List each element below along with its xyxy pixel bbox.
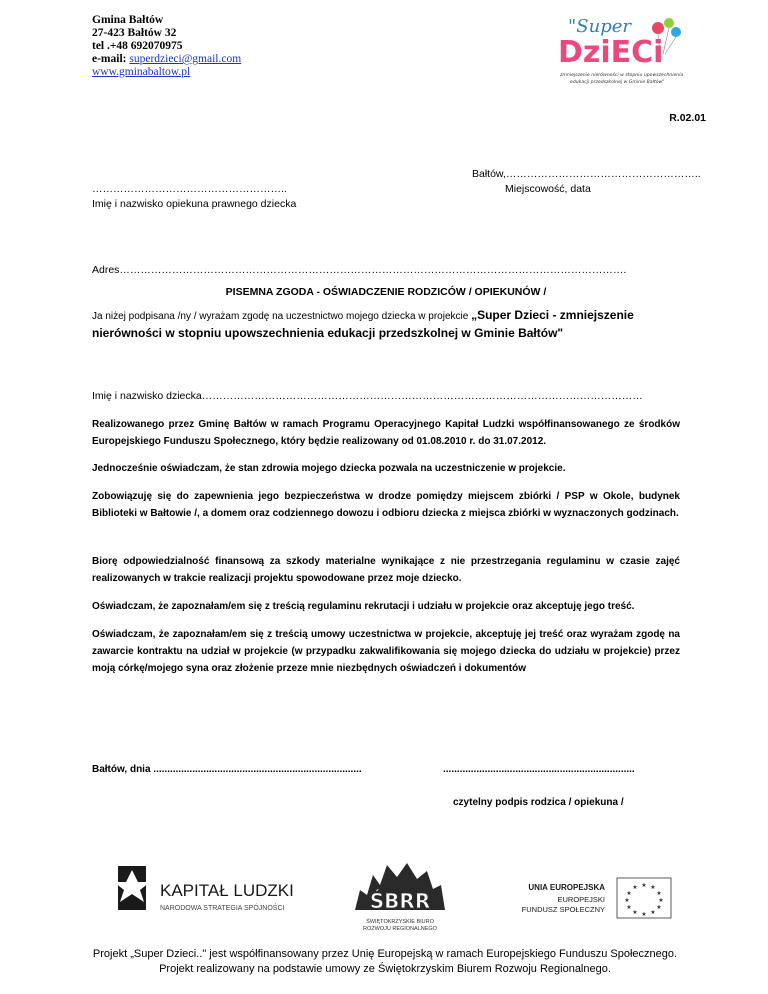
intro-text: Ja niżej podpisana /ny / wyrażam zgodę na uczestnictwo mojego dziecka w projekcie bbox=[92, 311, 472, 322]
paragraph-health: Jednocześnie oświadczam, że stan zdrowia mojego dziecka pozwala na uczestniczenie w projekcie. bbox=[92, 463, 566, 474]
balloon-blue bbox=[671, 27, 681, 37]
contact-header bbox=[92, 14, 241, 79]
sbrr-sub-2: ROZWOJU REGIONALNEGO bbox=[363, 926, 437, 932]
signature-caption: czytelny podpis rodzica / opiekuna / bbox=[453, 797, 624, 808]
kl-subtitle: NARODOWA STRATEGIA SPÓJNOŚCI bbox=[160, 905, 285, 912]
svg-text:★: ★ bbox=[626, 890, 632, 897]
svg-text:★: ★ bbox=[656, 890, 662, 897]
project-name: „Super Dzieci - zmniejszenie nierówności w stopniu upowszechnienia edukacji przedszkolnej w Gminie Bałtów" bbox=[92, 308, 634, 340]
signature-date-line: Bałtów, dnia ........................................................................... bbox=[92, 764, 362, 775]
sbrr-logo bbox=[345, 855, 455, 935]
balloon-green bbox=[664, 18, 674, 28]
paragraph-regulations: Oświadczam, że zapoznałam/em się z treścią regulaminu rekrutacji i udziału w projekcie oraz akceptuję jego treść. bbox=[92, 601, 635, 612]
logo-tagline-1: zmniejszenie nierówności w stopniu upowszechnienia bbox=[560, 73, 684, 78]
eu-text-2: EUROPEJSKI bbox=[557, 895, 605, 904]
eu-text-3: FUNDUSZ SPOŁECZNY bbox=[521, 905, 605, 914]
kl-title: KAPITAŁ LUDZKI bbox=[160, 881, 294, 900]
guardian-name-line: ……………………………………………….. bbox=[92, 183, 287, 195]
svg-text:★: ★ bbox=[624, 897, 630, 904]
place-date-line: Bałtów,……………………………………………….. bbox=[472, 168, 701, 180]
municipality-name: Gmina Bałtów bbox=[92, 14, 164, 26]
place-date-label: Miejscowość, data bbox=[505, 183, 591, 195]
svg-text:★: ★ bbox=[641, 911, 647, 918]
website-link[interactable]: www.gminabaltow.pl bbox=[92, 66, 191, 78]
eu-logo bbox=[505, 872, 685, 924]
child-name-line: Imię i nazwisko dziecka……………………………………………………………………………………………………………… bbox=[92, 390, 643, 402]
paragraph-contract: Oświadczam, że zapoznałam/em się z treścią umowy uczestnictwa w projekcie, akceptuję jej treść oraz wyrażam zgodę na zawarcie kontraktu na udział w projekcie (w przypadku zakwalifikowania się mojego dziecka do udziału w projekcie) przez moją córkę/mojego syna oraz złożenie przeze mnie niezbędnych oświadczeń i dokumentów bbox=[92, 629, 680, 674]
email-line bbox=[92, 53, 241, 66]
address-line-field: Adres………………………………………………………………………………………………………………………………. bbox=[92, 264, 627, 276]
sbrr-sub-1: ŚWIĘTOKRZYSKIE BIURO bbox=[366, 919, 434, 925]
paragraph-safety: Zobowiązuję się do zapewnienia jego bezpieczeństwa w drodze pomiędzy miejscem zbiórki / PSP w Okole, budynek Biblioteki w Bałtowie /, a domem oraz codziennego dowozu i odbioru dziecka z miejsca zbiórki w wyznaczonych godzinach. bbox=[92, 491, 680, 519]
svg-text:★: ★ bbox=[650, 884, 656, 891]
eu-text-1: UNIA EUROPEJSKA bbox=[528, 883, 605, 892]
email-link[interactable]: superdzieci@gmail.com bbox=[129, 53, 242, 65]
super-dzieci-logo bbox=[540, 10, 690, 100]
email-label: e-mail: bbox=[92, 53, 130, 65]
svg-text:★: ★ bbox=[626, 904, 632, 911]
address-line: 27-423 Bałtów 32 bbox=[92, 27, 177, 39]
footer-note: Projekt „Super Dzieci.." jest współfinansowany przez Unię Europejską w ramach Europejskiego Funduszu Społecznego. Projekt realizowany na podstawie umowy ze Świętokrzyskim Biurem Rozwoju Regionalnego. bbox=[92, 948, 678, 975]
svg-text:★: ★ bbox=[632, 909, 638, 916]
kapital-ludzki-logo bbox=[108, 860, 308, 920]
document-title: PISEMNA ZGODA - OŚWIADCZENIE RODZICÓW / OPIEKUNÓW / bbox=[225, 286, 547, 298]
svg-text:★: ★ bbox=[656, 904, 662, 911]
logo-dzieci-text: DziECi bbox=[558, 35, 664, 70]
document-reference: R.02.01 bbox=[669, 112, 706, 124]
svg-text:★: ★ bbox=[658, 897, 664, 904]
svg-text:★: ★ bbox=[632, 884, 638, 891]
paragraph-liability: Biorę odpowiedzialność finansową za szkody materialne wynikające z nie przestrzegania regulaminu w czasie zajęć realizowanych w trakcie realizacji projektu spowodowane przez moje dziecko. bbox=[92, 556, 680, 584]
guardian-name-label: Imię i nazwisko opiekuna prawnego dziecka bbox=[92, 198, 297, 210]
signature-line: ..................................................................... bbox=[443, 764, 635, 775]
sbrr-text: ŚBRR bbox=[369, 889, 431, 913]
svg-text:★: ★ bbox=[641, 882, 647, 889]
consent-intro bbox=[92, 307, 680, 343]
logo-super-text: "Super bbox=[568, 16, 631, 37]
phone-line: tel .+48 692070975 bbox=[92, 40, 183, 52]
paragraph-project-info: Realizowanego przez Gminę Bałtów w ramach Programu Operacyjnego Kapitał Ludzki współfinansowanego ze środków Europejskiego Funduszu Społecznego, który będzie realizowany od 01.08.2010 r. do 31.07.2012. bbox=[92, 419, 680, 447]
balloon-red bbox=[652, 22, 664, 34]
svg-text:★: ★ bbox=[650, 909, 656, 916]
logo-tagline-2: edukacji przedszkolnej w Gminie Bałtów" bbox=[570, 80, 665, 85]
